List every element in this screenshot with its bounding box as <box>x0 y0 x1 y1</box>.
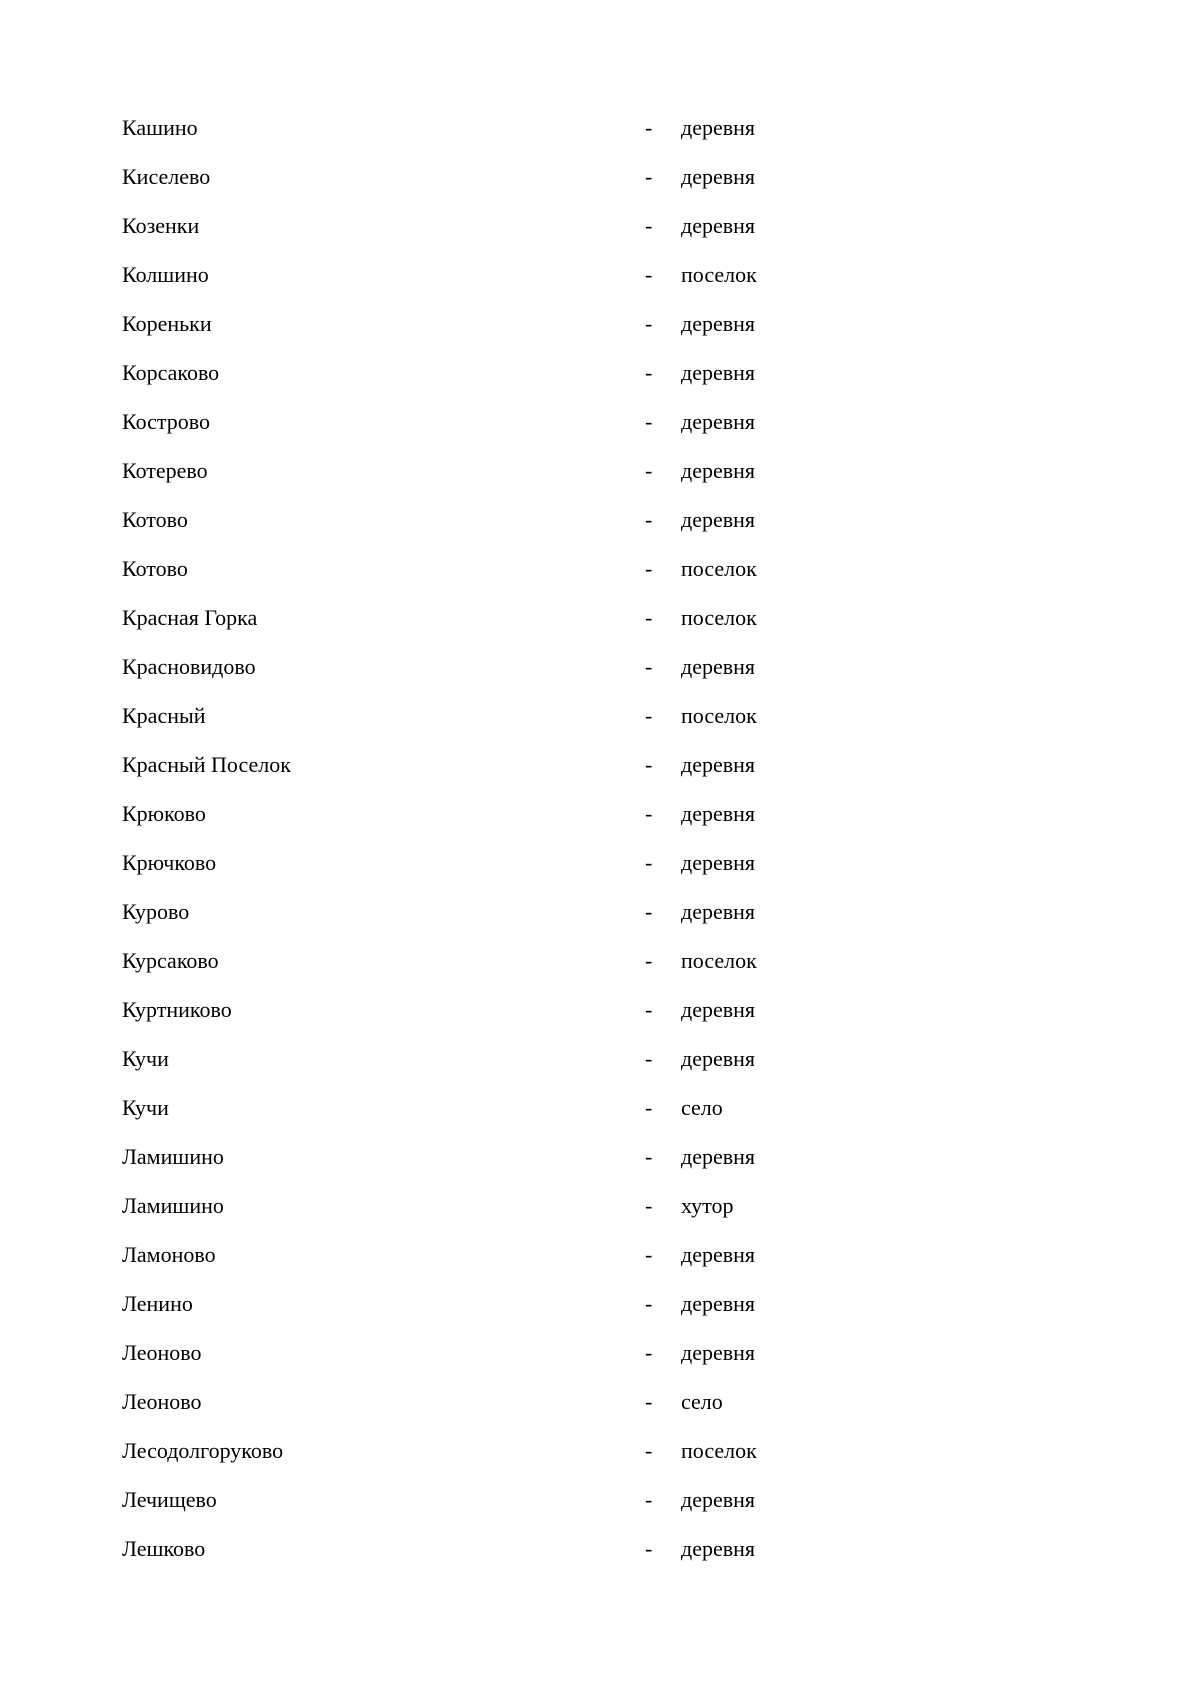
settlement-name: Леоново <box>122 1340 202 1365</box>
settlement-name: Киселево <box>122 164 211 189</box>
separator-dash: - <box>645 654 653 679</box>
settlement-type: поселок <box>681 262 757 287</box>
list-item <box>122 206 842 255</box>
separator-dash: - <box>645 1046 653 1071</box>
settlement-type: деревня <box>681 899 756 924</box>
list-item <box>122 1186 842 1235</box>
settlement-name: Козенки <box>122 213 200 238</box>
separator-dash: - <box>645 801 653 826</box>
separator-dash: - <box>645 850 653 875</box>
separator-dash: - <box>645 1095 653 1120</box>
settlement-name: Колшино <box>122 262 209 287</box>
settlement-name: Красновидово <box>122 654 256 679</box>
list-item <box>122 696 842 745</box>
settlement-type: поселок <box>681 948 757 973</box>
settlement-name: Кучи <box>122 1095 169 1120</box>
settlement-name: Кострово <box>122 409 211 434</box>
settlement-type: деревня <box>681 752 756 777</box>
settlement-name: Ламоново <box>122 1242 216 1267</box>
separator-dash: - <box>645 1438 653 1463</box>
settlement-type: деревня <box>681 801 756 826</box>
settlement-name: Кашино <box>122 115 198 140</box>
list-item <box>122 794 842 843</box>
settlement-name: Ламишино <box>122 1144 224 1169</box>
settlement-name: Лечищево <box>122 1487 217 1512</box>
settlement-name: Крючково <box>122 850 217 875</box>
settlement-type: деревня <box>681 213 756 238</box>
settlement-name: Кореньки <box>122 311 212 336</box>
separator-dash: - <box>645 507 653 532</box>
separator-dash: - <box>645 997 653 1022</box>
separator-dash: - <box>645 262 653 287</box>
settlement-type: поселок <box>681 556 757 581</box>
list-item <box>122 745 842 794</box>
separator-dash: - <box>645 605 653 630</box>
settlement-type: деревня <box>681 409 756 434</box>
settlement-name: Курово <box>122 899 190 924</box>
separator-dash: - <box>645 1193 653 1218</box>
settlement-type: село <box>681 1095 723 1120</box>
settlement-name: Лесодолгоруково <box>122 1438 284 1463</box>
settlement-name: Кучи <box>122 1046 169 1071</box>
separator-dash: - <box>645 409 653 434</box>
settlement-type: поселок <box>681 703 757 728</box>
settlement-type: деревня <box>681 997 756 1022</box>
separator-dash: - <box>645 1291 653 1316</box>
list-item <box>122 892 842 941</box>
settlement-type: деревня <box>681 850 756 875</box>
list-item <box>122 1480 842 1529</box>
list-item <box>122 500 842 549</box>
settlement-type: деревня <box>681 1340 756 1365</box>
list-item <box>122 843 842 892</box>
settlement-type: поселок <box>681 605 757 630</box>
list-item <box>122 108 842 157</box>
list-item <box>122 1333 842 1382</box>
settlement-type: деревня <box>681 1242 756 1267</box>
list-item <box>122 1088 842 1137</box>
settlement-type: деревня <box>681 311 756 336</box>
settlement-name: Леоново <box>122 1389 202 1414</box>
settlement-type: деревня <box>681 1291 756 1316</box>
separator-dash: - <box>645 164 653 189</box>
list-item <box>122 941 842 990</box>
separator-dash: - <box>645 311 653 336</box>
settlement-type: деревня <box>681 1144 756 1169</box>
list-item <box>122 1529 842 1578</box>
settlement-name: Котово <box>122 556 188 581</box>
settlement-type: деревня <box>681 360 756 385</box>
settlement-name: Котерево <box>122 458 208 483</box>
list-item <box>122 598 842 647</box>
settlement-name: Котово <box>122 507 188 532</box>
list-item <box>122 451 842 500</box>
settlement-name: Куртниково <box>122 997 232 1022</box>
settlement-type: деревня <box>681 507 756 532</box>
settlement-type: деревня <box>681 654 756 679</box>
list-item <box>122 990 842 1039</box>
separator-dash: - <box>645 213 653 238</box>
list-item <box>122 304 842 353</box>
separator-dash: - <box>645 458 653 483</box>
list-item <box>122 353 842 402</box>
separator-dash: - <box>645 1536 653 1561</box>
list-item <box>122 647 842 696</box>
separator-dash: - <box>645 703 653 728</box>
separator-dash: - <box>645 115 653 140</box>
list-item <box>122 157 842 206</box>
list-item <box>122 1039 842 1088</box>
settlement-list <box>122 108 842 1578</box>
separator-dash: - <box>645 1340 653 1365</box>
settlement-type: деревня <box>681 1046 756 1071</box>
separator-dash: - <box>645 1144 653 1169</box>
settlement-type: деревня <box>681 458 756 483</box>
settlement-name: Лешково <box>122 1536 206 1561</box>
separator-dash: - <box>645 899 653 924</box>
list-item <box>122 255 842 304</box>
list-item <box>122 549 842 598</box>
settlement-type: хутор <box>681 1193 734 1218</box>
settlement-type: село <box>681 1389 723 1414</box>
settlement-name: Красный Поселок <box>122 752 291 777</box>
list-item <box>122 1382 842 1431</box>
list-item <box>122 402 842 451</box>
list-item <box>122 1284 842 1333</box>
settlement-type: поселок <box>681 1438 757 1463</box>
separator-dash: - <box>645 1389 653 1414</box>
separator-dash: - <box>645 1487 653 1512</box>
separator-dash: - <box>645 360 653 385</box>
settlement-name: Корсаково <box>122 360 220 385</box>
settlement-type: деревня <box>681 164 756 189</box>
settlement-name: Ленино <box>122 1291 193 1316</box>
settlement-name: Красная Горка <box>122 605 258 630</box>
settlement-type: деревня <box>681 115 756 140</box>
settlement-name: Ламишино <box>122 1193 224 1218</box>
separator-dash: - <box>645 752 653 777</box>
settlement-name: Крюково <box>122 801 206 826</box>
settlement-name: Курсаково <box>122 948 219 973</box>
list-item <box>122 1235 842 1284</box>
list-item <box>122 1137 842 1186</box>
separator-dash: - <box>645 1242 653 1267</box>
separator-dash: - <box>645 556 653 581</box>
settlement-type: деревня <box>681 1487 756 1512</box>
separator-dash: - <box>645 948 653 973</box>
settlement-name: Красный <box>122 703 206 728</box>
list-item <box>122 1431 842 1480</box>
settlement-type: деревня <box>681 1536 756 1561</box>
